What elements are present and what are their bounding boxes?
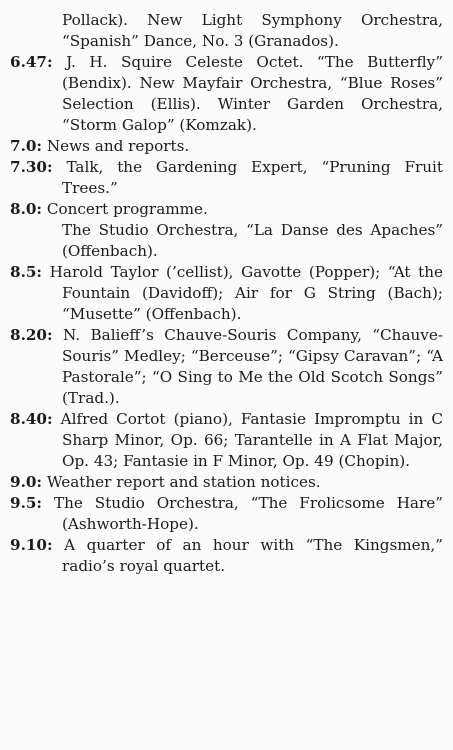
entry-text: The Studio Orchestra, “La Danse des Apaches” (Offenbach).	[62, 221, 443, 260]
entry-text: N. Balieff’s Chauve-Souris Company, “Chauve-Souris” Medley; “Berceuse”; “Gipsy Caravan”; “A Pastorale”; “O Sing to Me the Old Scotch Songs” (Trad.).	[62, 326, 443, 407]
programme-entry	[10, 157, 443, 199]
programme-entry	[10, 199, 443, 220]
entry-text: Harold Taylor (’cellist), Gavotte (Popper); “At the Fountain (Davidoff); Air for G String (Bach); “Musette” (Offenbach).	[49, 263, 443, 323]
entry-text: J. H. Squire Celeste Octet. “The Butterfly” (Bendix). New Mayfair Orchestra, “Blue Roses” Selection (Ellis). Winter Garden Orchestra, “Storm Galop” (Komzak).	[62, 53, 443, 134]
programme-entry	[10, 136, 443, 157]
entry-time: 9.0:	[10, 473, 43, 491]
programme-entry	[10, 262, 443, 325]
programme-entry	[10, 325, 443, 409]
programme-entry	[10, 493, 443, 535]
entry-text: Alfred Cortot (piano), Fantasie Impromptu in C Sharp Minor, Op. 66; Tarantelle in A Flat Major, Op. 43; Fantasie in F Minor, Op. 49 (Chopin).	[60, 410, 443, 470]
programme-entry	[10, 52, 443, 136]
entry-text: The Studio Orchestra, “The Frolicsome Hare” (Ashworth-Hope).	[53, 494, 444, 533]
entry-text: Concert programme.	[46, 200, 208, 218]
entry-time: 6.47:	[10, 53, 53, 71]
entry-time: 7.30:	[10, 158, 53, 176]
entry-time: 8.5:	[10, 263, 43, 281]
entry-text: A quarter of an hour with “The Kingsmen,” radio’s royal quartet.	[62, 536, 444, 575]
entry-time: 9.5:	[10, 494, 43, 512]
programme-entry	[10, 535, 443, 577]
programme-entry-detail	[10, 220, 443, 262]
programme-entry	[10, 409, 443, 472]
entry-text: News and reports.	[46, 137, 190, 155]
programme-entry-continuation	[10, 10, 443, 52]
entry-text: Weather report and station notices.	[46, 473, 321, 491]
entry-text: Talk, the Gardening Expert, “Pruning Fruit Trees.”	[62, 158, 443, 197]
entry-time: 8.0:	[10, 200, 43, 218]
entry-time: 8.40:	[10, 410, 53, 428]
entry-text: Pollack). New Light Symphony Orchestra, “Spanish” Dance, No. 3 (Granados).	[62, 11, 443, 50]
entry-time: 8.20:	[10, 326, 53, 344]
entry-time: 9.10:	[10, 536, 53, 554]
programme-entry	[10, 472, 443, 493]
entry-time: 7.0:	[10, 137, 43, 155]
